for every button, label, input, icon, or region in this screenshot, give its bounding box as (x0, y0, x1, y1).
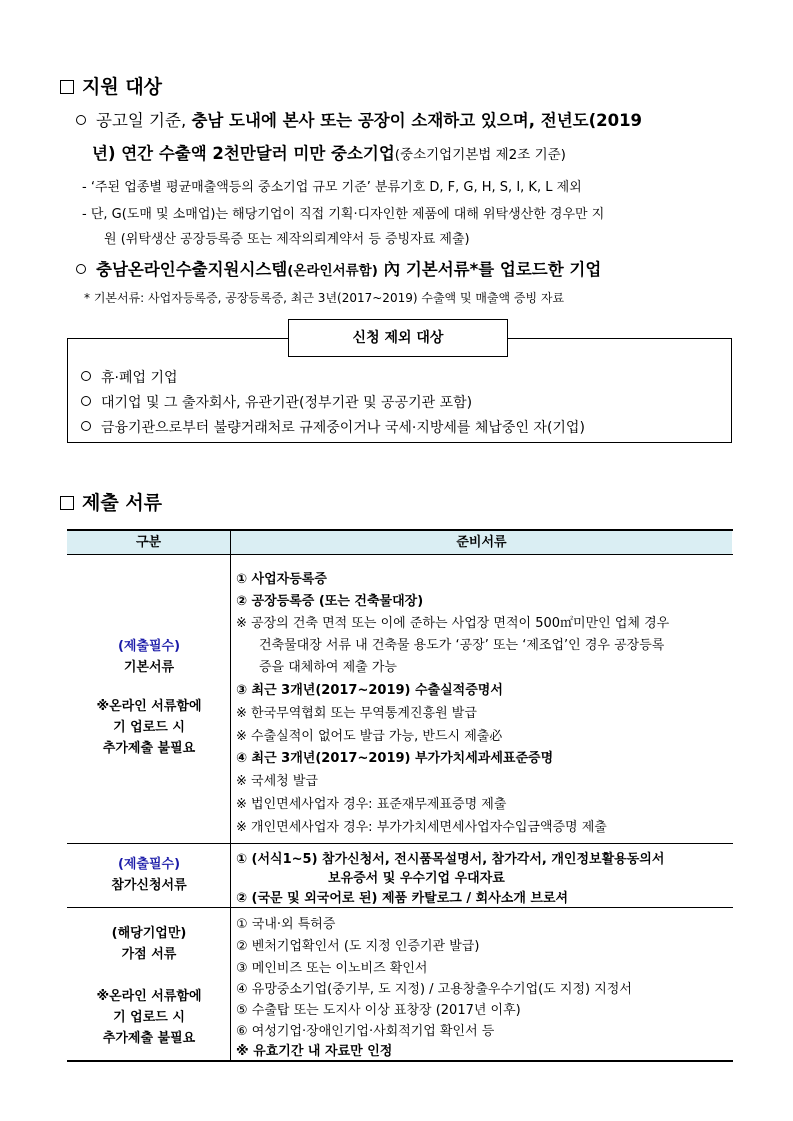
target-item-2: 충남온라인수출지원시스템(온라인서류함) 內 기본서류*를 업로드한 기업 (76, 256, 601, 280)
doc-note: ※ 개인면세사업자 경우: 부가가치세면세사업자수입금액증명 제출 (236, 820, 607, 835)
row1-category: (제출필수) 기본서류 ※온라인 서류함에 기 업로드 시 추가제출 불필요 (96, 639, 202, 756)
doc-line: ⑥ 여성기업·장애인기업·사회적기업 확인서 등 (236, 1024, 495, 1039)
doc-note: ※ 유효기간 내 자료만 인정 (236, 1044, 393, 1059)
target-footnote: * 기본서류: 사업자등록증, 공장등록증, 최근 3년(2017~2019) 수출액 및 매출액 증빙 자료 (84, 291, 565, 305)
exclusion-item: 대기업 및 그 출자회사, 유관기관(정부기관 및 공공기관 포함) (81, 392, 472, 412)
table-top-border (67, 529, 733, 531)
doc-note: ※ 법인면세사업자 경우: 표준재무제표증명 제출 (236, 797, 507, 812)
doc-note: ※ 국세청 발급 (236, 774, 318, 789)
table-header-category: 구분 (67, 531, 230, 554)
doc-line: ③ 최근 3개년(2017~2019) 수출실적증명서 (236, 683, 503, 698)
doc-line: ① 국내·외 특허증 (236, 917, 336, 932)
row3-category: (해당기업만) 가점 서류 ※온라인 서류함에 기 업로드 시 추가제출 불필요 (96, 926, 202, 1046)
row2-category: (제출필수) 참가신청서류 (111, 857, 187, 893)
doc-line: ③ 메인비즈 또는 이노비즈 확인서 (236, 961, 428, 976)
circle-bullet-icon (81, 421, 91, 431)
circle-bullet-icon (81, 371, 91, 381)
target-note-1: - ‘주된 업종별 평균매출액등의 중소기업 규모 기준’ 분류기호 D, F, G, H, S, I, K, L 제외 (82, 180, 582, 195)
table-header-divider (67, 554, 733, 555)
circle-bullet-icon (76, 264, 86, 274)
target-note-2-line2: 원 (위탁생산 공장등록증 또는 제작의뢰계약서 등 증빙자료 제출) (104, 232, 470, 247)
circle-bullet-icon (81, 396, 91, 406)
square-bullet-icon (60, 496, 74, 510)
doc-line: ④ 유망중소기업(중기부, 도 지정) / 고용창출우수기업(도 지정) 지정서 (236, 982, 632, 997)
table-row-divider (67, 843, 733, 844)
doc-line: ① (서식1~5) 참가신청서, 전시품목설명서, 참가각서, 개인정보활용동의서 (236, 852, 665, 867)
doc-line: ② 벤처기업확인서 (도 지정 인증기관 발급) (236, 939, 480, 954)
target-item-1-line1: 공고일 기준, 충남 도내에 본사 또는 공장이 소재하고 있으며, 전년도(2019 (76, 107, 642, 131)
doc-note: ※ 공장의 건축 면적 또는 이에 준하는 사업장 면적이 500㎡미만인 업체 경우 (236, 616, 670, 631)
section-title-support-target: 지원 대상 (60, 72, 162, 99)
section-title-submission-docs: 제출 서류 (60, 488, 162, 515)
table-bottom-border (67, 1060, 733, 1062)
doc-line: ⑤ 수출탑 또는 도지사 이상 표창장 (2017년 이후) (236, 1003, 521, 1018)
doc-line: ② 공장등록증 (또는 건축물대장) (236, 594, 424, 609)
doc-note: ※ 수출실적이 없어도 발급 가능, 반드시 제출必 (236, 729, 503, 744)
exclusion-item: 휴·폐업 기업 (81, 367, 178, 387)
doc-line: ④ 최근 3개년(2017~2019) 부가가치세과세표준증명 (236, 751, 554, 766)
doc-line: 보유증서 및 우수기업 우대자료 (328, 871, 505, 886)
square-bullet-icon (60, 80, 74, 94)
doc-line: ① 사업자등록증 (236, 572, 327, 587)
table-row-divider (67, 907, 733, 908)
table-header-documents: 준비서류 (231, 531, 732, 554)
doc-line: ② (국문 및 외국어로 된) 제품 카탈로그 / 회사소개 브로셔 (236, 891, 569, 906)
circle-bullet-icon (76, 115, 86, 125)
exclusion-title: 신청 제외 대상 (288, 319, 508, 357)
target-item-1-line2: 년) 연간 수출액 2천만달러 미만 중소기업(중소기업기본법 제2조 기준) (92, 144, 566, 163)
doc-note: 건축물대장 서류 내 건축물 용도가 ‘공장’ 또는 ‘제조업’인 경우 공장등록 (259, 638, 665, 653)
doc-note: 증을 대체하여 제출 가능 (259, 660, 397, 675)
target-note-2-line1: - 단, G(도매 및 소매업)는 해당기업이 직접 기획·디자인한 제품에 대해 위탁생산한 경우만 지 (82, 207, 605, 222)
doc-note: ※ 한국무역협회 또는 무역통계진흥원 발급 (236, 706, 477, 721)
exclusion-item: 금융기관으로부터 불량거래처로 규제중이거나 국세·지방세를 체납중인 자(기업) (81, 417, 585, 437)
